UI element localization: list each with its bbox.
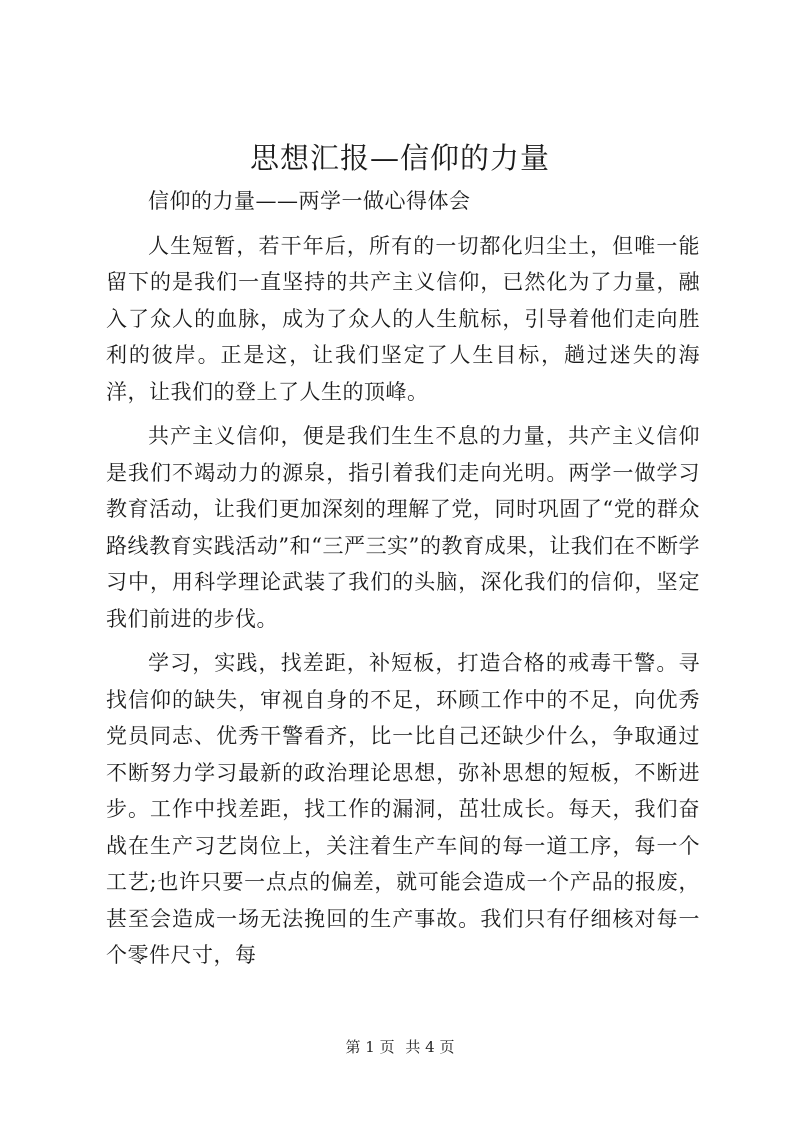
- document-body: [106, 183, 700, 974]
- subtitle-paragraph: 信仰的力量——两学一做心得体会: [148, 189, 471, 213]
- page-number: 第 1 页: [345, 1038, 395, 1056]
- page-footer: [0, 1037, 800, 1057]
- body-paragraph-3: 学习，实践，找差距，补短板，打造合格的戒毒干警。寻找信仰的缺失，审视自身的不足，环顾工作中的不足，向优秀党员同志、优秀干警看齐，比一比自己还缺少什么，争取通过不断努力学习最新的政治理论思想，弥补思想的短板，不断进步。工作中找差距，找工作的漏洞，茁壮成长。每天，我们奋战在生产习艺岗位上，关注着生产车间的每一道工序，每一个工艺;也许只要一点点的偏差，就可能会造成一个产品的报废，甚至会造成一场无法挽回的生产事故。我们只有仔细核对每一个零件尺寸，每: [106, 651, 700, 967]
- page-total: 共 4 页: [405, 1038, 455, 1056]
- document-title: 思想汇报—信仰的力量: [249, 141, 550, 175]
- body-paragraph-1: 人生短暂，若干年后，所有的一切都化归尘土，但唯一能留下的是我们一直坚持的共产主义信仰，已然化为了力量，融入了众人的血脉，成为了众人的人生航标，引导着他们走向胜利的彼岸。正是这，让我们坚定了人生目标，趟过迷失的海洋，让我们的登上了人生的顶峰。: [106, 233, 700, 404]
- body-paragraph-2: 共产主义信仰，便是我们生生不息的力量，共产主义信仰是我们不竭动力的源泉，指引着我们走向光明。两学一做学习教育活动，让我们更加深刻的理解了党，同时巩固了“党的群众路线教育实践活动”和“三严三实”的教育成果，让我们在不断学习中，用科学理论武装了我们的头脑，深化我们的信仰，坚定我们前进的步伐。: [106, 424, 700, 631]
